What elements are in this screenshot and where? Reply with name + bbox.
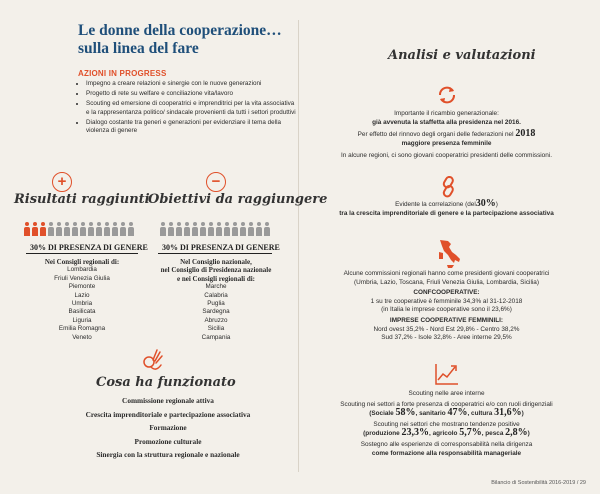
person-icon <box>64 222 70 236</box>
person-icon <box>160 222 166 236</box>
person-icon <box>112 222 118 236</box>
risultati-heading: Risultati raggiunti <box>14 192 150 207</box>
ok-hand-icon <box>140 345 166 373</box>
obiettivi-percent: 30% DI PRESENZA DI GENERE <box>162 243 280 252</box>
column-divider <box>298 20 299 472</box>
list-item: Crescita imprenditoriale e partecipazione associativa <box>85 409 251 419</box>
person-icon <box>32 222 38 236</box>
person-icon <box>224 222 230 236</box>
obiettivi-heading: Obiettivi da raggiungere <box>148 192 328 207</box>
person-icon <box>168 222 174 236</box>
list-item: • Scouting ed emersione di cooperatrici e imprenditrici per la vita associativa e la rappresentanza politico/ sindacale provenienti da tutti i settori produttivi <box>86 100 298 117</box>
list-item: Commissione regionale attiva <box>122 396 214 405</box>
analisi-block-4: Scouting nelle aree interne Scouting nei settori a forte presenza di cooperatrici e/o con ruoli dirigenziali (Sociale 58%, sanitario 47%, cultura 31,6%) Scouting nei settori che mostrano tendenze positive (produzione 23,3%, agricolo 5,7%, pesca 2,8%) Sostegno alle esperienze di corresponsabilità nella dirigenza come formazione alla responsabilità manageriale <box>340 390 553 457</box>
person-icon <box>48 222 54 236</box>
italy-map-icon <box>434 238 464 270</box>
person-icon <box>104 222 110 236</box>
list-item: Promozione culturale <box>134 436 202 446</box>
person-icon <box>256 222 262 236</box>
growth-chart-icon <box>434 362 460 386</box>
person-icon <box>88 222 94 236</box>
analisi-block-3: Alcune commissioni regionali hanno come presidenti giovani cooperatrici (Umbria, Lazio, Toscana, Friuli Venezia Giulia, Lombardia, Sicilia) CONFCOOPERATIVE: 1 su tre cooperative è femminile 34,3% al 31-12-2018 (in Italia le imprese cooperative sono il 23,6%) IMPRESE COOPERATIVE FEMMINILI: Nord ovest 35,2% - Nord Est 29,8% - Centro 38,2% Sud 37,2% - Isole 32,8% - Aree interne 29,5% <box>343 270 550 342</box>
person-icon <box>80 222 86 236</box>
person-icon <box>200 222 206 236</box>
analisi-block-1: Importante il ricambio generazionale: già avvenuta la staffetta alla presidenza nel 2016. Per effetto del rinnovo degli organi delle federazioni nel 2018 maggiore presenza femminile In alcune regioni, ci sono giovani cooperatrici presidenti delle commissioni. <box>340 110 552 160</box>
person-icon <box>232 222 238 236</box>
people-row-risultati <box>24 222 134 236</box>
person-icon <box>248 222 254 236</box>
person-icon <box>176 222 182 236</box>
plus-icon: + <box>52 172 72 192</box>
person-icon <box>40 222 46 236</box>
page-title: Le donne della cooperazione… sulla linea del fare <box>78 22 282 57</box>
cosa-list <box>50 394 286 462</box>
person-icon <box>192 222 198 236</box>
person-icon <box>184 222 190 236</box>
person-icon <box>96 222 102 236</box>
person-icon <box>72 222 78 236</box>
person-icon <box>24 222 30 236</box>
link-icon <box>440 176 458 198</box>
rule <box>26 253 138 254</box>
list-item: • Impegno a creare relazioni e sinergie con le nuove generazioni <box>86 80 298 89</box>
refresh-icon <box>436 84 458 106</box>
analisi-heading: Analisi e valutazioni <box>388 48 536 63</box>
person-icon <box>240 222 246 236</box>
list-item: • Dialogo costante tra generi e generazioni per evidenziare il tema della violenza di genere <box>86 119 298 136</box>
person-icon <box>216 222 222 236</box>
list-item: Sinergia con la struttura regionale e nazionale <box>96 450 240 460</box>
person-icon <box>56 222 62 236</box>
page-footer: Bilancio di Sostenibilità 2016-2019 / 29 <box>491 480 586 486</box>
obiettivi-regions: Nel Consiglio nazionale, nel Consiglio di Presidenza nazionale e nei Consigli regionali di: Marche Calabria Puglia Sardegna Abruzzo Sicilia Campania <box>160 258 272 341</box>
minus-icon: − <box>206 172 226 192</box>
list-item: Formazione <box>149 423 187 433</box>
people-row-obiettivi <box>160 222 270 236</box>
cosa-heading: Cosa ha funzionato <box>96 375 236 390</box>
analisi-block-2: Evidente la correlazione (del30%) tra la crescita imprenditoriale di genere e la partecipazione associativa <box>339 198 554 217</box>
azioni-heading: AZIONI IN PROGRESS <box>78 69 167 78</box>
azioni-list <box>76 80 298 138</box>
person-icon <box>120 222 126 236</box>
risultati-percent: 30% DI PRESENZA DI GENERE <box>30 243 148 252</box>
person-icon <box>128 222 134 236</box>
person-icon <box>264 222 270 236</box>
rule <box>158 253 272 254</box>
risultati-regions: Nei Consigli regionali di: Lombardia Friuli Venezia Giulia Piemonte Lazio Umbria Basilicata Liguria Emilia Romagna Veneto <box>44 258 120 341</box>
list-item: • Progetto di rete su welfare e conciliazione vita/lavoro <box>86 90 298 99</box>
person-icon <box>208 222 214 236</box>
